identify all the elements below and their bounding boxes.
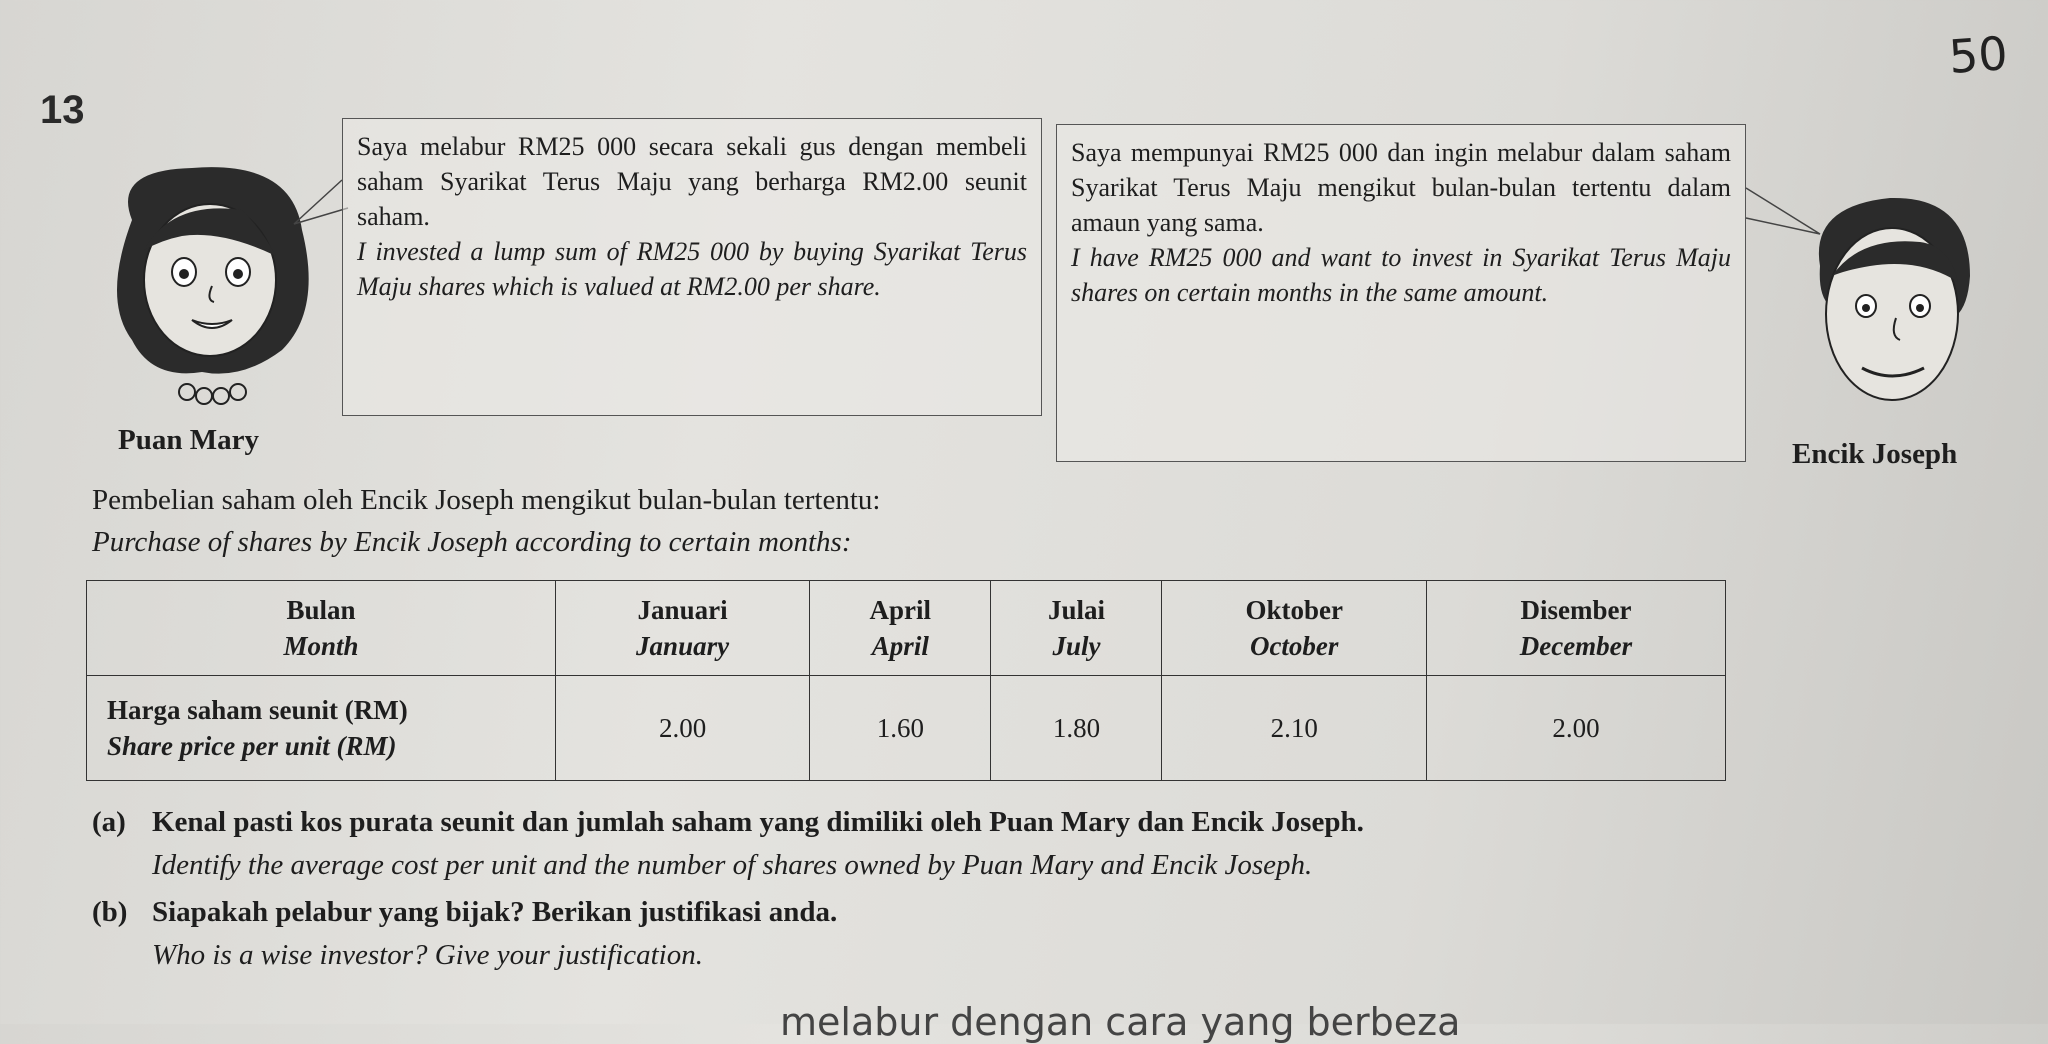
- speaker-name-left: Puan Mary: [118, 424, 259, 456]
- handwritten-note: melabur dengan cara yang berbeza: [780, 1000, 1461, 1044]
- speech-pointer-left: [290, 178, 350, 228]
- price-cell: 2.10: [1162, 676, 1426, 781]
- month-en: January: [636, 631, 730, 661]
- month-cell: [991, 581, 1162, 676]
- table-intro-ms: Pembelian saham oleh Encik Joseph mengikut bulan-bulan tertentu:: [92, 484, 881, 516]
- question-label: (a): [92, 806, 126, 838]
- price-cell: 1.80: [991, 676, 1162, 781]
- share-price-table: [86, 580, 1726, 781]
- month-cell: [556, 581, 810, 676]
- price-label-en: Share price per unit (RM): [107, 731, 397, 761]
- question-b: [92, 896, 1792, 972]
- month-en: July: [1052, 631, 1101, 661]
- price-row-label: [87, 676, 556, 781]
- speech-text-ms: Saya melabur RM25 000 secara sekali gus dengan membeli saham Syarikat Terus Maju yang berharga RM2.00 seunit saham.: [357, 132, 1027, 231]
- question-text-en: Who is a wise investor? Give your justification.: [152, 939, 703, 971]
- price-label-ms: Harga saham seunit (RM): [107, 695, 408, 725]
- table-intro-en: Purchase of shares by Encik Joseph according to certain months:: [92, 526, 852, 558]
- speech-text-en: I invested a lump sum of RM25 000 by buying Syarikat Terus Maju shares which is valued at RM2.00 per share.: [357, 237, 1027, 301]
- month-ms: Disember: [1520, 595, 1632, 625]
- month-en: October: [1249, 631, 1339, 661]
- month-ms: Julai: [1047, 595, 1105, 625]
- question-text-en: Identify the average cost per unit and the number of shares owned by Puan Mary and Encik Joseph.: [152, 849, 1313, 881]
- table-header-row: [87, 581, 1726, 676]
- question-text-ms: Siapakah pelabur yang bijak? Berikan justifikasi anda.: [152, 896, 838, 928]
- month-ms: Januari: [637, 595, 728, 625]
- month-header-en: Month: [283, 631, 359, 661]
- speech-bubble-puan-mary: [342, 118, 1042, 416]
- month-en: December: [1519, 631, 1633, 661]
- month-cell: [1426, 581, 1725, 676]
- table-row: [87, 676, 1726, 781]
- speech-text-en: I have RM25 000 and want to invest in Syarikat Terus Maju shares on certain months in the same amount.: [1071, 243, 1731, 307]
- handwritten-score: 50: [1947, 26, 2010, 84]
- question-number: 13: [40, 88, 85, 132]
- speech-bubble-encik-joseph: [1056, 124, 1746, 462]
- month-en: April: [871, 631, 929, 661]
- question-label: (b): [92, 896, 128, 928]
- price-cell: 2.00: [556, 676, 810, 781]
- speech-text-ms: Saya mempunyai RM25 000 dan ingin melabur dalam saham Syarikat Terus Maju mengikut bulan-bulan tertentu dalam amaun yang sama.: [1071, 138, 1731, 237]
- price-cell: 1.60: [810, 676, 991, 781]
- month-ms: Oktober: [1245, 595, 1343, 625]
- month-ms: April: [869, 595, 932, 625]
- question-a: [92, 806, 1792, 882]
- month-header: [87, 581, 556, 676]
- speaker-name-right: Encik Joseph: [1792, 438, 1958, 470]
- month-header-ms: Bulan: [286, 595, 356, 625]
- month-cell: [1162, 581, 1426, 676]
- question-text-ms: Kenal pasti kos purata seunit dan jumlah saham yang dimiliki oleh Puan Mary dan Encik Joseph.: [152, 806, 1364, 838]
- month-cell: [810, 581, 991, 676]
- encik-joseph-illustration: [1800, 186, 1980, 426]
- price-cell: 2.00: [1426, 676, 1725, 781]
